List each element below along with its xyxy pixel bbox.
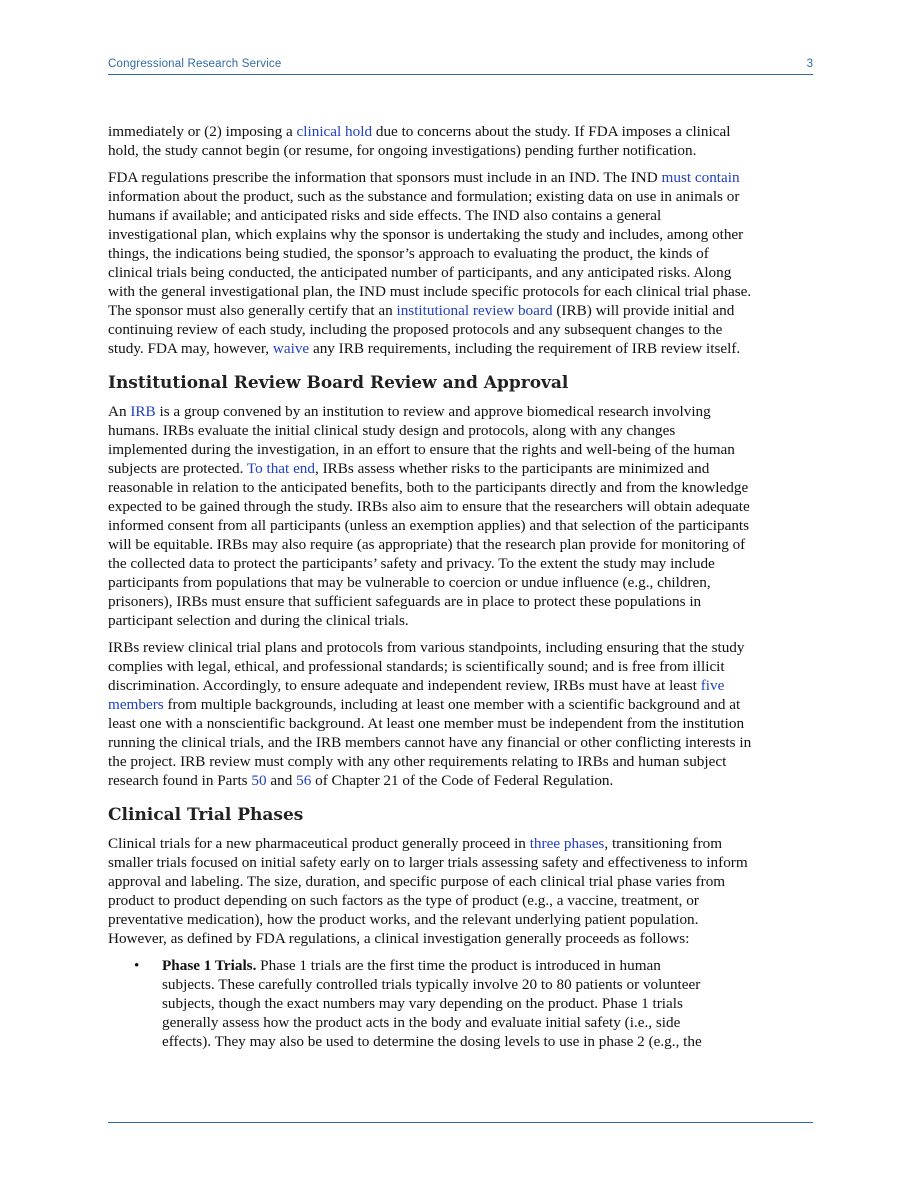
text-line: IRBs review clinical trial plans and protocols from various standpoints, including ensuring that the study xyxy=(108,639,745,656)
bullet-lead: Phase 1 Trials. xyxy=(162,957,257,974)
link-part-56[interactable]: 56 xyxy=(296,772,312,789)
link-waive[interactable]: waive xyxy=(272,340,310,357)
text-line: clinical trials being conducted, the anticipated number of participants, and any anticipated risks. Along xyxy=(108,264,732,281)
page-header xyxy=(108,56,813,75)
text-line: implemented during the investigation, in an effort to ensure that the rights and well-being of the human xyxy=(108,441,735,458)
main-content xyxy=(108,122,813,1051)
text-line: will be equitable. IRBs may also require (as appropriate) that the research plan provide for monitoring of xyxy=(108,536,746,553)
text-line: with the general investigational plan, the IND must include specific protocols for each clinical trial phase. xyxy=(108,283,752,300)
text-line: reasonable in relation to the anticipated benefits, both to the participants directly and from the knowledge xyxy=(108,479,749,496)
text-line: the project. IRB review must comply with any other requirements relating to IRBs and human subject xyxy=(108,753,727,770)
text-line: subjects, though the exact numbers may vary depending on the product. Phase 1 trials xyxy=(162,995,683,1012)
text-line: effects). They may also be used to determine the dosing levels to use in phase 2 (e.g., the xyxy=(162,1033,702,1050)
paragraph-irb-review xyxy=(108,638,813,790)
text-line: members from multiple backgrounds, including at least one member with a scientific background and at xyxy=(108,696,741,713)
text-line: discrimination. Accordingly, to ensure adequate and independent review, IRBs must have at least five xyxy=(108,677,725,694)
paragraph-phases-intro xyxy=(108,834,813,948)
text-line: the collected data to protect the participants’ safety and privacy. To the extent the study may include xyxy=(108,555,715,572)
text-line: Clinical trials for a new pharmaceutical product generally proceed in three phases, transitioning from xyxy=(108,835,723,852)
phase-list xyxy=(108,956,813,1051)
bullet-icon: • xyxy=(134,957,140,974)
text-line: smaller trials focused on initial safety early on to larger trials assessing safety and effectiveness to inform xyxy=(108,854,748,871)
text-line: study. FDA may, however, waive any IRB requirements, including the requirement of IRB review itself. xyxy=(108,340,741,357)
link-irb[interactable]: IRB xyxy=(130,403,156,420)
paragraph-clinical-hold xyxy=(108,122,813,160)
text-line: running the clinical trials, and the IRB members cannot have any financial or other conflicting interests in xyxy=(108,734,752,751)
text-line: least one with a nonscientific background. At least one member must be independent from the institution xyxy=(108,715,745,732)
paragraph-irb-definition xyxy=(108,402,813,630)
link-to-that-end[interactable]: To that end xyxy=(246,460,315,477)
text-line: An IRB is a group convened by an institution to review and approve biomedical research involving xyxy=(108,403,711,420)
text-line: subjects. These carefully controlled trials typically involve 20 to 80 patients or volunteer xyxy=(162,976,701,993)
link-three-phases[interactable]: three phases xyxy=(529,835,605,852)
text-line: expected to be gained through the study. IRBs also aim to ensure that the researchers will obtain adequate xyxy=(108,498,750,515)
link-five-members-cont[interactable]: members xyxy=(108,696,164,713)
text-line: FDA regulations prescribe the information that sponsors must include in an IND. The IND must contain xyxy=(108,169,740,186)
text-line: informed consent from all participants (unless an exemption applies) and that selection of the participants xyxy=(108,517,750,534)
text-line: information about the product, such as the substance and formulation; existing data on use in animals or xyxy=(108,188,740,205)
text-line: The sponsor must also generally certify that an institutional review board (IRB) will provide initial and xyxy=(108,302,735,319)
text-line: product to product depending on such factors as the type of product (e.g., a vaccine, treatment, or xyxy=(108,892,699,909)
text-line: hold, the study cannot begin (or resume, for ongoing investigations) pending further notification. xyxy=(108,142,697,159)
section-heading-irb: Institutional Review Board Review and Approval xyxy=(108,373,569,393)
link-institutional-review-board[interactable]: institutional review board xyxy=(396,302,553,319)
text-line: However, as defined by FDA regulations, a clinical investigation generally proceeds as follows: xyxy=(108,930,690,947)
text-line: investigational plan, which explains why the sponsor is undertaking the study and includes, among other xyxy=(108,226,744,243)
text-line: Phase 1 Trials. Phase 1 trials are the first time the product is introduced in human xyxy=(162,957,661,974)
text-line: generally assess how the product acts in the body and evaluate initial safety (i.e., side xyxy=(162,1014,681,1031)
text-line: research found in Parts 50 and 56 of Chapter 21 of the Code of Federal Regulation. xyxy=(108,772,614,789)
paragraph-ind-requirements xyxy=(108,168,813,358)
text-line: prisoners), IRBs must ensure that sufficient safeguards are in place to protect these populations in xyxy=(108,593,702,610)
header-title: Congressional Research Service xyxy=(108,58,282,70)
link-must-contain[interactable]: must contain xyxy=(661,169,740,186)
text-line: things, the indications being studied, the sponsor’s approach to evaluating the product, the kinds of xyxy=(108,245,709,262)
link-part-50[interactable]: 50 xyxy=(251,772,267,789)
link-five-members[interactable]: five xyxy=(700,677,725,694)
text-line: participants from populations that may be vulnerable to coercion or undue influence (e.g., children, xyxy=(108,574,711,591)
text-line: participant selection and during the clinical trials. xyxy=(108,612,409,629)
text-line: humans. IRBs evaluate the initial clinical study design and protocols, along with any changes xyxy=(108,422,676,439)
text-line: humans if available; and anticipated risks and side effects. The IND also contains a general xyxy=(108,207,662,224)
section-heading-phases: Clinical Trial Phases xyxy=(108,805,304,825)
list-item-phase-1 xyxy=(108,956,813,1051)
text-line: subjects are protected. To that end, IRBs assess whether risks to the participants are minimized and xyxy=(108,460,710,477)
text-line: complies with legal, ethical, and professional standards; is scientifically sound; and is free from illicit xyxy=(108,658,725,675)
text-line: preventative medication), how the product works, and the relevant underlying patient population. xyxy=(108,911,699,928)
text-line: immediately or (2) imposing a clinical hold due to concerns about the study. If FDA imposes a clinical xyxy=(108,123,731,140)
text-line: continuing review of each study, including the proposed protocols and any subsequent changes to the xyxy=(108,321,723,338)
link-clinical-hold[interactable]: clinical hold xyxy=(296,123,373,140)
page-number: 3 xyxy=(806,58,813,70)
footer-divider xyxy=(108,1122,813,1123)
text-line: approval and labeling. The size, duration, and specific purpose of each clinical trial phase varies from xyxy=(108,873,726,890)
